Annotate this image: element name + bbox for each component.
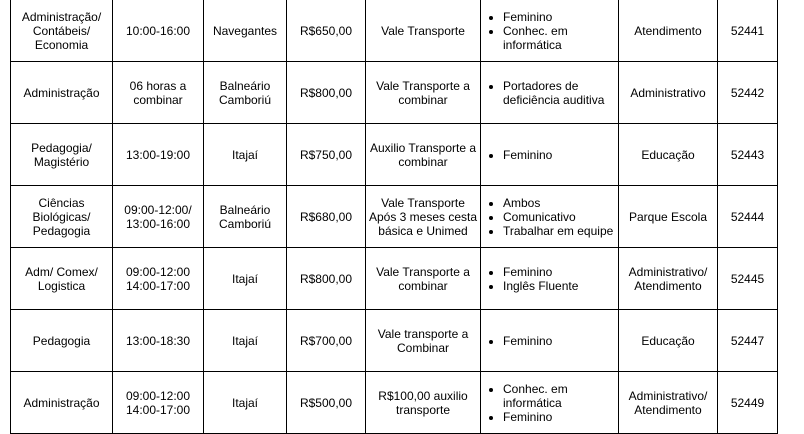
job-listings-table — [10, 0, 778, 434]
city-cell: Balneário Camboriú — [204, 186, 287, 248]
requirements-list — [487, 265, 616, 293]
requirements-list — [487, 10, 616, 52]
hours-cell: 10:00-16:00 — [113, 0, 204, 62]
area-cell: Atendimento — [619, 0, 718, 62]
table-row — [11, 186, 778, 248]
benefits-cell: Vale Transporte — [366, 0, 481, 62]
city-cell: Itajaí — [204, 124, 287, 186]
requirement-item: • Inglês Fluente — [503, 279, 616, 293]
area-cell: Educação — [619, 124, 718, 186]
code-cell: 52447 — [718, 310, 778, 372]
city-cell: Balneário Camboriú — [204, 62, 287, 124]
requirements-cell — [481, 124, 619, 186]
hours-cell: 13:00-19:00 — [113, 124, 204, 186]
requirements-list — [487, 79, 616, 107]
course-cell: Administração/ Contábeis/ Economia — [11, 0, 113, 62]
requirement-item: • Conhec. em informática — [503, 24, 616, 52]
table-row — [11, 248, 778, 310]
area-cell: Educação — [619, 310, 718, 372]
requirement-item: • Ambos — [503, 196, 616, 210]
requirements-cell — [481, 0, 619, 62]
course-cell: Pedagogia — [11, 310, 113, 372]
hours-cell: 13:00-18:30 — [113, 310, 204, 372]
code-cell: 52449 — [718, 372, 778, 434]
requirement-item: • Feminino — [503, 10, 616, 24]
salary-cell: R$650,00 — [287, 0, 366, 62]
requirement-item: • Feminino — [503, 334, 616, 348]
requirements-cell — [481, 248, 619, 310]
salary-cell: R$680,00 — [287, 186, 366, 248]
salary-cell: R$500,00 — [287, 372, 366, 434]
salary-cell: R$800,00 — [287, 248, 366, 310]
benefits-cell: Vale Transporte Após 3 meses cesta básica e Unimed — [366, 186, 481, 248]
hours-cell: 09:00-12:00 14:00-17:00 — [113, 248, 204, 310]
table-row — [11, 372, 778, 434]
requirements-list — [487, 334, 616, 348]
benefits-cell: Vale Transporte a combinar — [366, 248, 481, 310]
hours-cell: 09:00-12:00/ 13:00-16:00 — [113, 186, 204, 248]
salary-cell: R$700,00 — [287, 310, 366, 372]
requirement-item: • Portadores de deficiência auditiva — [503, 79, 616, 107]
area-cell: Parque Escola — [619, 186, 718, 248]
code-cell: 52444 — [718, 186, 778, 248]
code-cell: 52445 — [718, 248, 778, 310]
salary-cell: R$800,00 — [287, 62, 366, 124]
table-row — [11, 310, 778, 372]
city-cell: Navegantes — [204, 0, 287, 62]
table-row — [11, 0, 778, 62]
table-row — [11, 124, 778, 186]
requirement-item: • Trabalhar em equipe — [503, 224, 616, 238]
course-cell: Adm/ Comex/ Logistica — [11, 248, 113, 310]
requirement-item: • Feminino — [503, 148, 616, 162]
course-cell: Pedagogia/ Magistério — [11, 124, 113, 186]
benefits-cell: Vale transporte a Combinar — [366, 310, 481, 372]
requirements-list — [487, 148, 616, 162]
area-cell: Administrativo — [619, 62, 718, 124]
requirement-item: • Feminino — [503, 265, 616, 279]
requirement-item: • Conhec. em informática — [503, 382, 616, 410]
requirements-cell — [481, 310, 619, 372]
benefits-cell: Auxilio Transporte a combinar — [366, 124, 481, 186]
area-cell: Administrativo/ Atendimento — [619, 372, 718, 434]
requirement-item: • Feminino — [503, 410, 616, 424]
requirements-cell — [481, 372, 619, 434]
benefits-cell: R$100,00 auxilio transporte — [366, 372, 481, 434]
area-cell: Administrativo/ Atendimento — [619, 248, 718, 310]
requirements-list — [487, 196, 616, 238]
benefits-cell: Vale Transporte a combinar — [366, 62, 481, 124]
city-cell: Itajaí — [204, 372, 287, 434]
city-cell: Itajaí — [204, 310, 287, 372]
code-cell: 52442 — [718, 62, 778, 124]
requirements-list — [487, 382, 616, 424]
hours-cell: 09:00-12:00 14:00-17:00 — [113, 372, 204, 434]
code-cell: 52441 — [718, 0, 778, 62]
requirements-cell — [481, 186, 619, 248]
course-cell: Administração — [11, 372, 113, 434]
code-cell: 52443 — [718, 124, 778, 186]
salary-cell: R$750,00 — [287, 124, 366, 186]
hours-cell: 06 horas a combinar — [113, 62, 204, 124]
course-cell: Ciências Biológicas/ Pedagogia — [11, 186, 113, 248]
requirement-item: • Comunicativo — [503, 210, 616, 224]
city-cell: Itajaí — [204, 248, 287, 310]
table-row — [11, 62, 778, 124]
course-cell: Administração — [11, 62, 113, 124]
requirements-cell — [481, 62, 619, 124]
